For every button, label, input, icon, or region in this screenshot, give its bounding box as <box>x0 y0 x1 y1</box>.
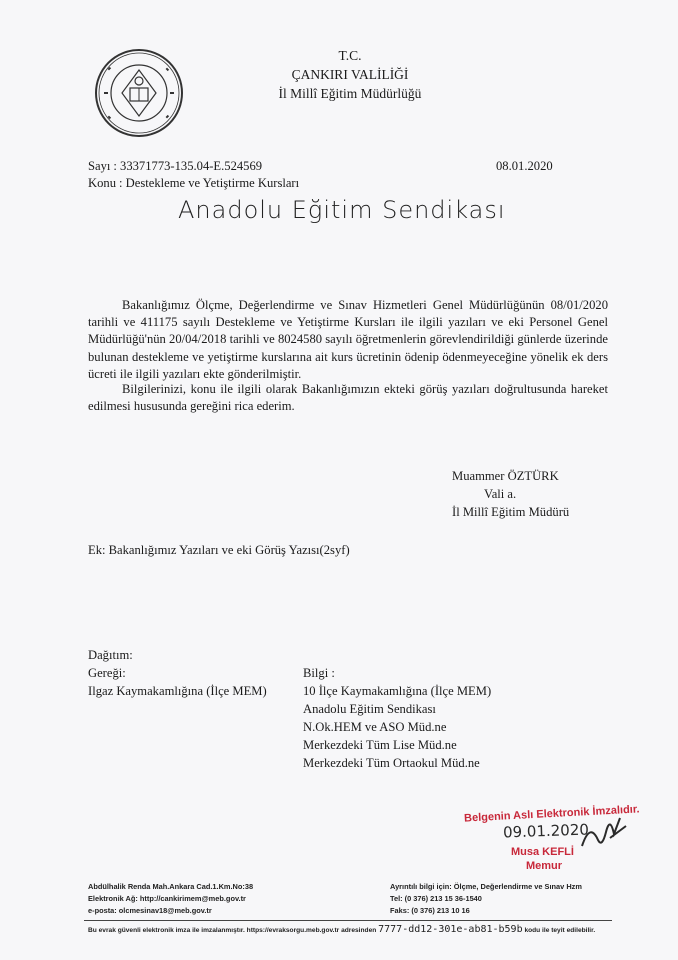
header-country: T.C. <box>338 48 362 63</box>
bilgi-item: Merkezdeki Tüm Ortaokul Müd.ne <box>303 756 480 770</box>
gereği-item: Ilgaz Kaymakamlığına (İlçe MEM) <box>88 684 267 698</box>
handwritten-signature-mark <box>580 812 630 852</box>
distribution-heading: Dağıtım: <box>88 648 133 662</box>
bilgi-item: Merkezdeki Tüm Lise Müd.ne <box>303 738 457 752</box>
konu-value: : Destekleme ve Yetiştirme Kursları <box>119 176 300 190</box>
signer-title-2: İl Millî Eğitim Müdürü <box>452 505 570 519</box>
reference-number <box>88 159 262 174</box>
footer-info: Ayrıntılı bilgi için: Ölçme, Değerlendirme ve Sınav Hzm <box>390 882 582 891</box>
verify-prefix: Bu evrak güvenli elektronik imza ile imzalanmıştır. https://evraksorgu.meb.gov.tr adresinden <box>88 927 377 934</box>
gereği-label: Gereği: <box>88 666 126 680</box>
bilgi-item: 10 İlçe Kaymakamlığına (İlçe MEM) <box>303 684 492 698</box>
footer-address: Abdülhalik Renda Mah.Ankara Cad.1.Km.No:38 <box>88 882 254 891</box>
verification-line <box>88 924 595 935</box>
signer-title-1: Vali a. <box>484 487 517 501</box>
konu-label: Konu <box>88 176 116 190</box>
body-paragraph-1: Bakanlığımız Ölçme, Değerlendirme ve Sınav Hizmetleri Genel Müdürlüğünün 08/01/2020 tarihli ve 411175 sayılı Destekleme ve Yetiştirme Kursları ile ilgili yazıları ve eki Personel Genel Müdürlüğü'nün 20/04/2018 tarihli ve 8024580 sayılı öğretmenlerin görevlendirildiği günlerde üzerinde bulunan destekleme ve yetiştirme kurslarına ait kurs ücretinin ödenip ödenmeyeceğine yönelik ek ders ücreti ile ilgili yazıları ekte gönderilmiştir. <box>88 298 608 381</box>
footer-tel: Tel: (0 376) 213 15 36-1540 <box>390 894 482 903</box>
verify-suffix: kodu ile teyit edilebilir. <box>524 927 596 934</box>
bilgi-item: N.Ok.HEM ve ASO Müd.ne <box>303 720 447 734</box>
document-date: 08.01.2020 <box>496 159 553 173</box>
stamp-line: Belgenin Aslı Elektronik İmzalıdır. <box>463 803 640 825</box>
signer-name: Muammer ÖZTÜRK <box>452 469 559 483</box>
bilgi-label: Bilgi : <box>303 666 335 680</box>
handwritten-note: Anadolu Eğitim Sendikası <box>178 196 506 224</box>
header-directorate: İl Millî Eğitim Müdürlüğü <box>278 86 422 101</box>
bilgi-item: Anadolu Eğitim Sendikası <box>303 702 436 716</box>
footer-web: Elektronik Ağ: http://cankirimem@meb.gov.tr <box>88 894 246 903</box>
footer-fax: Faks: (0 376) 213 10 16 <box>390 906 470 915</box>
header-governorship: ÇANKIRI VALİLİĞİ <box>291 67 409 82</box>
ministry-seal-logo <box>94 48 184 138</box>
stamp-date: 09.01.2020 <box>502 820 590 842</box>
stamp-name: Musa KEFLİ <box>511 846 574 858</box>
stamp-role: Memur <box>526 860 563 872</box>
subject-line <box>88 176 299 191</box>
verify-code: 7777-dd12-301e-ab81-b59b <box>378 924 523 935</box>
attachment-line: Ek: Bakanlığımız Yazıları ve eki Görüş Yazısı(2syf) <box>88 543 350 557</box>
footer-email: e-posta: olcmesinav18@meb.gov.tr <box>88 906 212 915</box>
body-paragraph-2: Bilgilerinizi, konu ile ilgili olarak Bakanlığımızın ekteki görüş yazıları doğrultusunda hareket edilmesi hususunda gereğini rica ederim. <box>88 382 608 414</box>
sayi-value: : 33371773-135.04-E.524569 <box>113 159 263 173</box>
footer-divider <box>84 920 612 921</box>
sayi-label: Sayı <box>88 159 111 173</box>
